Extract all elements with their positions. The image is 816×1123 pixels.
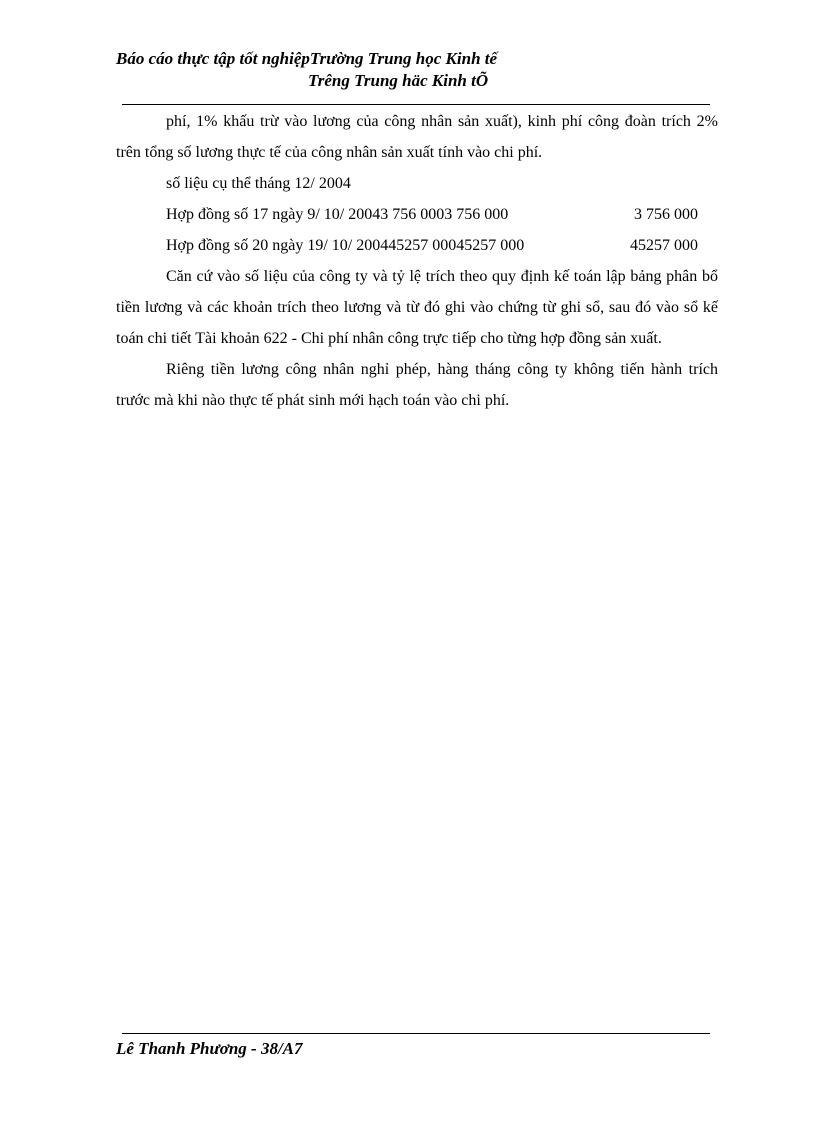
contract-amount: 45257 000 xyxy=(630,237,698,254)
contract-row xyxy=(116,230,718,261)
header-subtitle: Trêng Trung häc Kinh tÕ xyxy=(308,71,489,90)
data-heading: số liệu cụ thể tháng 12/ 2004 xyxy=(166,175,351,192)
footer-divider xyxy=(122,1033,710,1034)
page-footer: Lê Thanh Phương - 38/A7 xyxy=(116,1039,303,1058)
header-title: Báo cáo thực tập tốt nghiệpTrường Trung học Kinh tế xyxy=(116,49,498,68)
contract-amount: 3 756 000 xyxy=(634,206,698,223)
paragraph-union-fee: phí, 1% khấu trừ vào lương của công nhân sản xuất), kinh phí công đoàn trích 2% trên tổng số lương thực tế của công nhân sản xuất tính vào chi phí. xyxy=(116,113,718,161)
contract-description: Hợp đồng số 20 ngày 19/ 10/ 200445257 00045257 000 xyxy=(166,237,525,254)
page-header xyxy=(116,48,716,92)
header-divider xyxy=(122,104,710,105)
contract-row xyxy=(116,199,718,230)
contract-description: Hợp đồng số 17 ngày 9/ 10/ 20043 756 0003 756 000 xyxy=(166,206,509,223)
document-body xyxy=(116,106,718,416)
paragraph-allocation: Căn cứ vào số liệu của công ty và tỷ lệ trích theo quy định kế toán lập bảng phân bổ tiền lương và các khoản trích theo lương và từ đó ghi vào chứng từ ghi sổ, sau đó vào sổ kế toán chi tiết Tài khoản 622 - Chi phí nhân công trực tiếp cho từng hợp đồng sản xuất. xyxy=(116,268,718,347)
paragraph-leave-wages: Riêng tiền lương công nhân nghỉ phép, hàng tháng công ty không tiến hành trích trước mà khi nào thực tế phát sinh mới hạch toán vào chi phí. xyxy=(116,361,718,409)
